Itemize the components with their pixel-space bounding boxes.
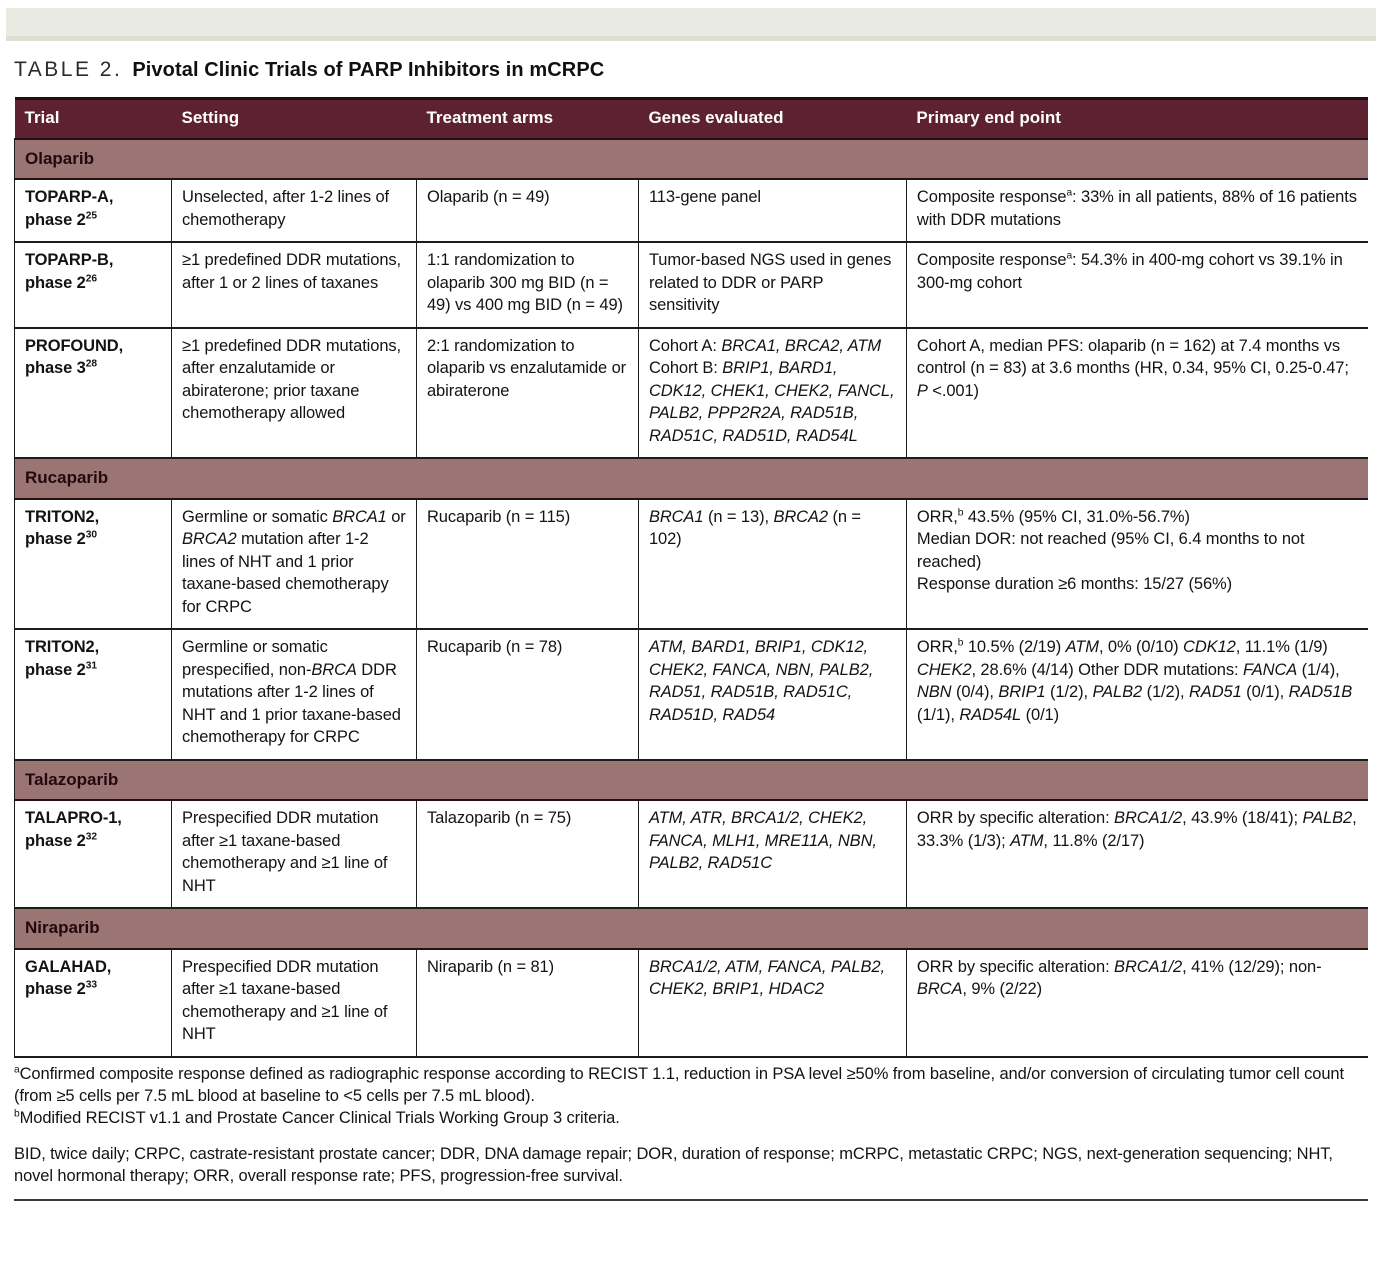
cell-setting: ≥1 predefined DDR mutations, after 1 or 2 lines of taxanes: [172, 242, 417, 328]
cell-setting: Unselected, after 1-2 lines of chemotherapy: [172, 179, 417, 242]
column-header-treatment-arms: Treatment arms: [416, 99, 638, 139]
cell-treatment-arms: Olaparib (n = 49): [416, 179, 638, 242]
cell-trial: PROFOUND, phase $3^{28}$: [15, 328, 172, 459]
cell-genes-evaluated: Tumor-based NGS used in genes related to DDR or PARP sensitivity: [638, 242, 906, 328]
cell-treatment-arms: Talazoparib (n = 75): [416, 800, 638, 908]
column-header-genes-evaluated: Genes evaluated: [638, 99, 906, 139]
column-header-trial: Trial: [15, 99, 172, 139]
cell-trial: TRITON2, phase $2^{30}$: [15, 499, 172, 630]
table-row: [15, 629, 1369, 760]
column-header-setting: Setting: [172, 99, 417, 139]
section-row-talazoparib: [15, 760, 1369, 801]
cell-primary-end-point: Cohort A, median PFS: olaparib (n = 162) at 7.4 months vs control (n = 83) at 3.6 months (HR, 0.34, 95% CI, 0.25-0.47; P <.001): [906, 328, 1368, 459]
table-row: [15, 499, 1369, 630]
table-row: [15, 242, 1369, 328]
cell-trial: TRITON2, phase $2^{31}$: [15, 629, 172, 760]
abbreviations: BID, twice daily; CRPC, castrate-resistant prostate cancer; DDR, DNA damage repair; DOR, duration of response; mCRPC, metastatic CRPC; NGS, next-generation sequencing; NHT, novel hormonal therapy; ORR, overall response rate; PFS, progression-free survival.: [14, 1144, 1333, 1185]
cell-primary-end-point: ORR,$^b$ 10.5% (2/19) ATM, 0% (0/10) CDK12, 11.1% (1/9) CHEK2, 28.6% (4/14) Other DDR mutations: FANCA (1/4), NBN (0/4), BRIP1 (1/2), PALB2 (1/2), RAD51 (0/1), RAD51B (1/1), RAD54L (0/1): [906, 629, 1368, 760]
cell-trial: TOPARP-A, phase $2^{25}$: [15, 179, 172, 242]
section-label: Rucaparib: [15, 458, 1369, 499]
header-row: [15, 99, 1369, 139]
column-header-primary-end-point: Primary end point: [906, 99, 1368, 139]
footnotes: [14, 1063, 1368, 1201]
cell-setting: Germline or somatic BRCA1 or BRCA2 mutation after 1-2 lines of NHT and 1 prior taxane-based chemotherapy for CRPC: [172, 499, 417, 630]
bottom-rule: [14, 1199, 1368, 1201]
section-row-rucaparib: [15, 458, 1369, 499]
cell-treatment-arms: 2:1 randomization to olaparib vs enzalutamide or abiraterone: [416, 328, 638, 459]
footnote: $^b$Modified RECIST v1.1 and Prostate Cancer Clinical Trials Working Group 3 criteria.: [14, 1108, 620, 1127]
table-row: [15, 328, 1369, 459]
cell-genes-evaluated: 113-gene panel: [638, 179, 906, 242]
table-container: [14, 97, 1368, 1201]
table-number-label: TABLE 2.: [14, 58, 123, 81]
cell-genes-evaluated: ATM, ATR, BRCA1/2, CHEK2, FANCA, MLH1, MRE11A, NBN, PALB2, RAD51C: [638, 800, 906, 908]
cell-treatment-arms: 1:1 randomization to olaparib 300 mg BID (n = 49) vs 400 mg BID (n = 49): [416, 242, 638, 328]
cell-setting: ≥1 predefined DDR mutations, after enzalutamide or abiraterone; prior taxane chemotherapy allowed: [172, 328, 417, 459]
cell-genes-evaluated: BRCA1/2, ATM, FANCA, PALB2, CHEK2, BRIP1, HDAC2: [638, 949, 906, 1057]
section-label: Talazoparib: [15, 760, 1369, 801]
table-header: [15, 99, 1369, 139]
cell-genes-evaluated: Cohort A: BRCA1, BRCA2, ATM Cohort B: BRIP1, BARD1, CDK12, CHEK1, CHEK2, FANCL, PALB2, PPP2R2A, RAD51B, RAD51C, RAD51D, RAD54L: [638, 328, 906, 459]
table-row: [15, 949, 1369, 1057]
table-body: [15, 139, 1369, 1057]
table-title: [14, 58, 604, 82]
cell-primary-end-point: Composite response$^a$: 33% in all patients, 88% of 16 patients with DDR mutations: [906, 179, 1368, 242]
section-label: Niraparib: [15, 908, 1369, 949]
table-title-text: Pivotal Clinic Trials of PARP Inhibitors in mCRPC: [132, 59, 605, 81]
footnote: $^a$Confirmed composite response defined as radiographic response according to RECIST 1.1, reduction in PSA level ≥50% from baseline, and/or conversion of circulating tumor cell count (from ≥5 cells per 7.5 mL blood at baseline to <5 cells per 7.5 mL blood).: [14, 1064, 1344, 1105]
cell-trial: GALAHAD, phase $2^{33}$: [15, 949, 172, 1057]
cell-trial: TOPARP-B, phase $2^{26}$: [15, 242, 172, 328]
cell-setting: Prespecified DDR mutation after ≥1 taxane-based chemotherapy and ≥1 line of NHT: [172, 800, 417, 908]
section-row-olaparib: [15, 139, 1369, 180]
cell-primary-end-point: ORR,$^b$ 43.5% (95% CI, 31.0%-56.7%) Median DOR: not reached (95% CI, 6.4 months to not reached) Response duration ≥6 months: 15/27 (56%): [906, 499, 1368, 630]
footnote-list: [14, 1063, 1368, 1129]
cell-setting: Prespecified DDR mutation after ≥1 taxane-based chemotherapy and ≥1 line of NHT: [172, 949, 417, 1057]
cell-setting: Germline or somatic prespecified, non-BRCA DDR mutations after 1-2 lines of NHT and 1 prior taxane-based chemotherapy for CRPC: [172, 629, 417, 760]
cell-treatment-arms: Rucaparib (n = 78): [416, 629, 638, 760]
cell-primary-end-point: Composite response$^a$: 54.3% in 400-mg cohort vs 39.1% in 300-mg cohort: [906, 242, 1368, 328]
section-label: Olaparib: [15, 139, 1369, 180]
cell-primary-end-point: ORR by specific alteration: BRCA1/2, 41% (12/29); non-BRCA, 9% (2/22): [906, 949, 1368, 1057]
table-row: [15, 179, 1369, 242]
cell-treatment-arms: Niraparib (n = 81): [416, 949, 638, 1057]
trials-table: [14, 97, 1368, 1058]
cell-genes-evaluated: ATM, BARD1, BRIP1, CDK12, CHEK2, FANCA, NBN, PALB2, RAD51, RAD51B, RAD51C, RAD51D, RAD54: [638, 629, 906, 760]
cell-genes-evaluated: BRCA1 (n = 13), BRCA2 (n = 102): [638, 499, 906, 630]
cell-trial: TALAPRO-1, phase $2^{32}$: [15, 800, 172, 908]
table-row: [15, 800, 1369, 908]
page-top-band: [6, 8, 1376, 41]
section-row-niraparib: [15, 908, 1369, 949]
cell-primary-end-point: ORR by specific alteration: BRCA1/2, 43.9% (18/41); PALB2, 33.3% (1/3); ATM, 11.8% (2/17): [906, 800, 1368, 908]
cell-treatment-arms: Rucaparib (n = 115): [416, 499, 638, 630]
